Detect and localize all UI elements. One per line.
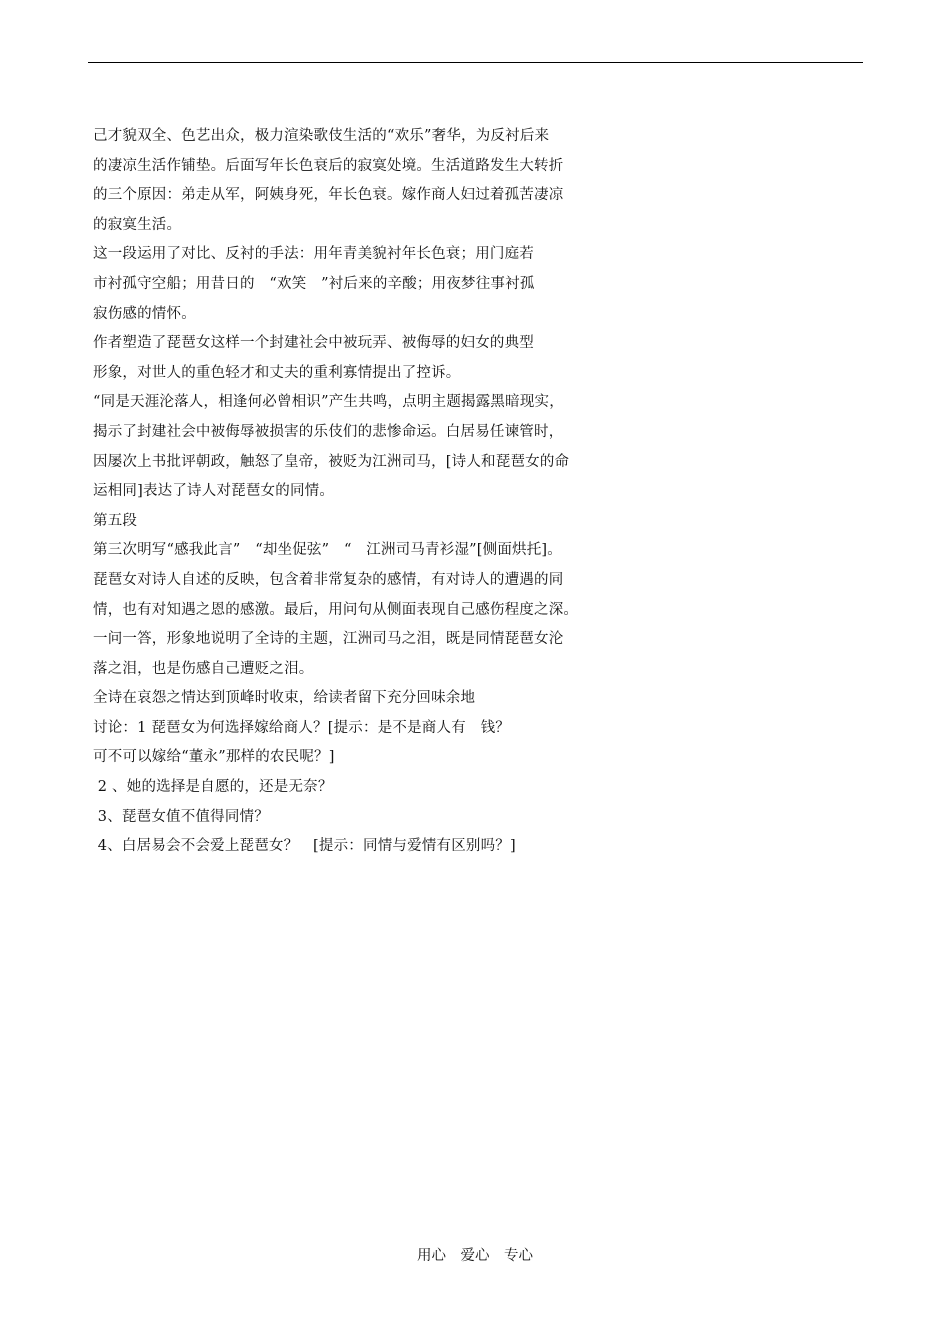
text-line: 因屡次上书批评朝政，触怒了皇帝，被贬为江洲司马，[诗人和琵琶女的命 <box>93 453 570 470</box>
text-line: 寂伤感的情怀。 <box>93 305 196 322</box>
text-line: 形象，对世人的重色轻才和丈夫的重利寡情提出了控诉。 <box>93 364 461 381</box>
text-line: 琵琶女对诗人自述的反映，包含着非常复杂的感情，有对诗人的遭遇的同 <box>93 571 564 588</box>
text-line: 的凄凉生活作铺垫。后面写年长色衰后的寂寞处境。生活道路发生大转折 <box>93 157 564 174</box>
header-rule <box>88 62 863 63</box>
text-line: 情，也有对知遇之恩的感激。最后，用问句从侧面表现自己感伤程度之深。 <box>93 601 579 618</box>
page-footer: 用心 爱心 专心 <box>417 1248 533 1264</box>
discussion-question: 4、白居易会不会爱上琵琶女？ [提示：同情与爱情有区别吗？] <box>93 838 516 855</box>
section-heading: 第五段 <box>93 512 138 529</box>
text-line: 一问一答，形象地说明了全诗的主题，江洲司马之泪，既是同情琵琶女沦 <box>93 631 564 648</box>
discussion-question: 3、琵琶女值不值得同情？ <box>93 808 269 825</box>
text-line: 这一段运用了对比、反衬的手法：用年青美貌衬年长色衰；用门庭若 <box>93 246 534 263</box>
document-body <box>93 122 853 862</box>
text-line: 第三次明写“感我此言” “却坐促弦” “ 江洲司马青衫湿”[侧面烘托]。 <box>93 542 562 559</box>
text-line: “同是天涯沦落人，相逢何必曾相识”产生共鸣，点明主题揭露黑暗现实， <box>93 394 564 411</box>
discussion-question: 讨论：1 琵琶女为何选择嫁给商人？[提示：是不是商人有 钱？ <box>93 719 510 736</box>
text-line: 揭示了封建社会中被侮辱被损害的乐伎们的悲惨命运。白居易任谏管时， <box>93 423 564 440</box>
text-line: 的寂寞生活。 <box>93 216 182 233</box>
text-line: 的三个原因：弟走从军，阿姨身死，年长色衰。嫁作商人妇过着孤苦凄凉 <box>93 187 564 204</box>
text-line: 市衬孤守空船；用昔日的 “欢笑 ”衬后来的辛酸；用夜梦往事衬孤 <box>93 275 535 292</box>
discussion-question: 2 、她的选择是自愿的，还是无奈？ <box>93 779 333 796</box>
text-line: 全诗在哀怨之情达到顶峰时收束，给读者留下充分回味余地 <box>93 690 476 707</box>
discussion-question: 可不可以嫁给“董永”那样的农民呢？] <box>93 749 335 766</box>
text-line: 作者塑造了琵琶女这样一个封建社会中被玩弄、被侮辱的妇女的典型 <box>93 335 534 352</box>
text-line: 运相同]表达了诗人对琵琶女的同情。 <box>93 483 335 500</box>
text-line: 己才貌双全、色艺出众，极力渲染歌伎生活的“欢乐”奢华，为反衬后来 <box>93 128 550 144</box>
text-line: 落之泪，也是伤感自己遭贬之泪。 <box>93 660 314 677</box>
